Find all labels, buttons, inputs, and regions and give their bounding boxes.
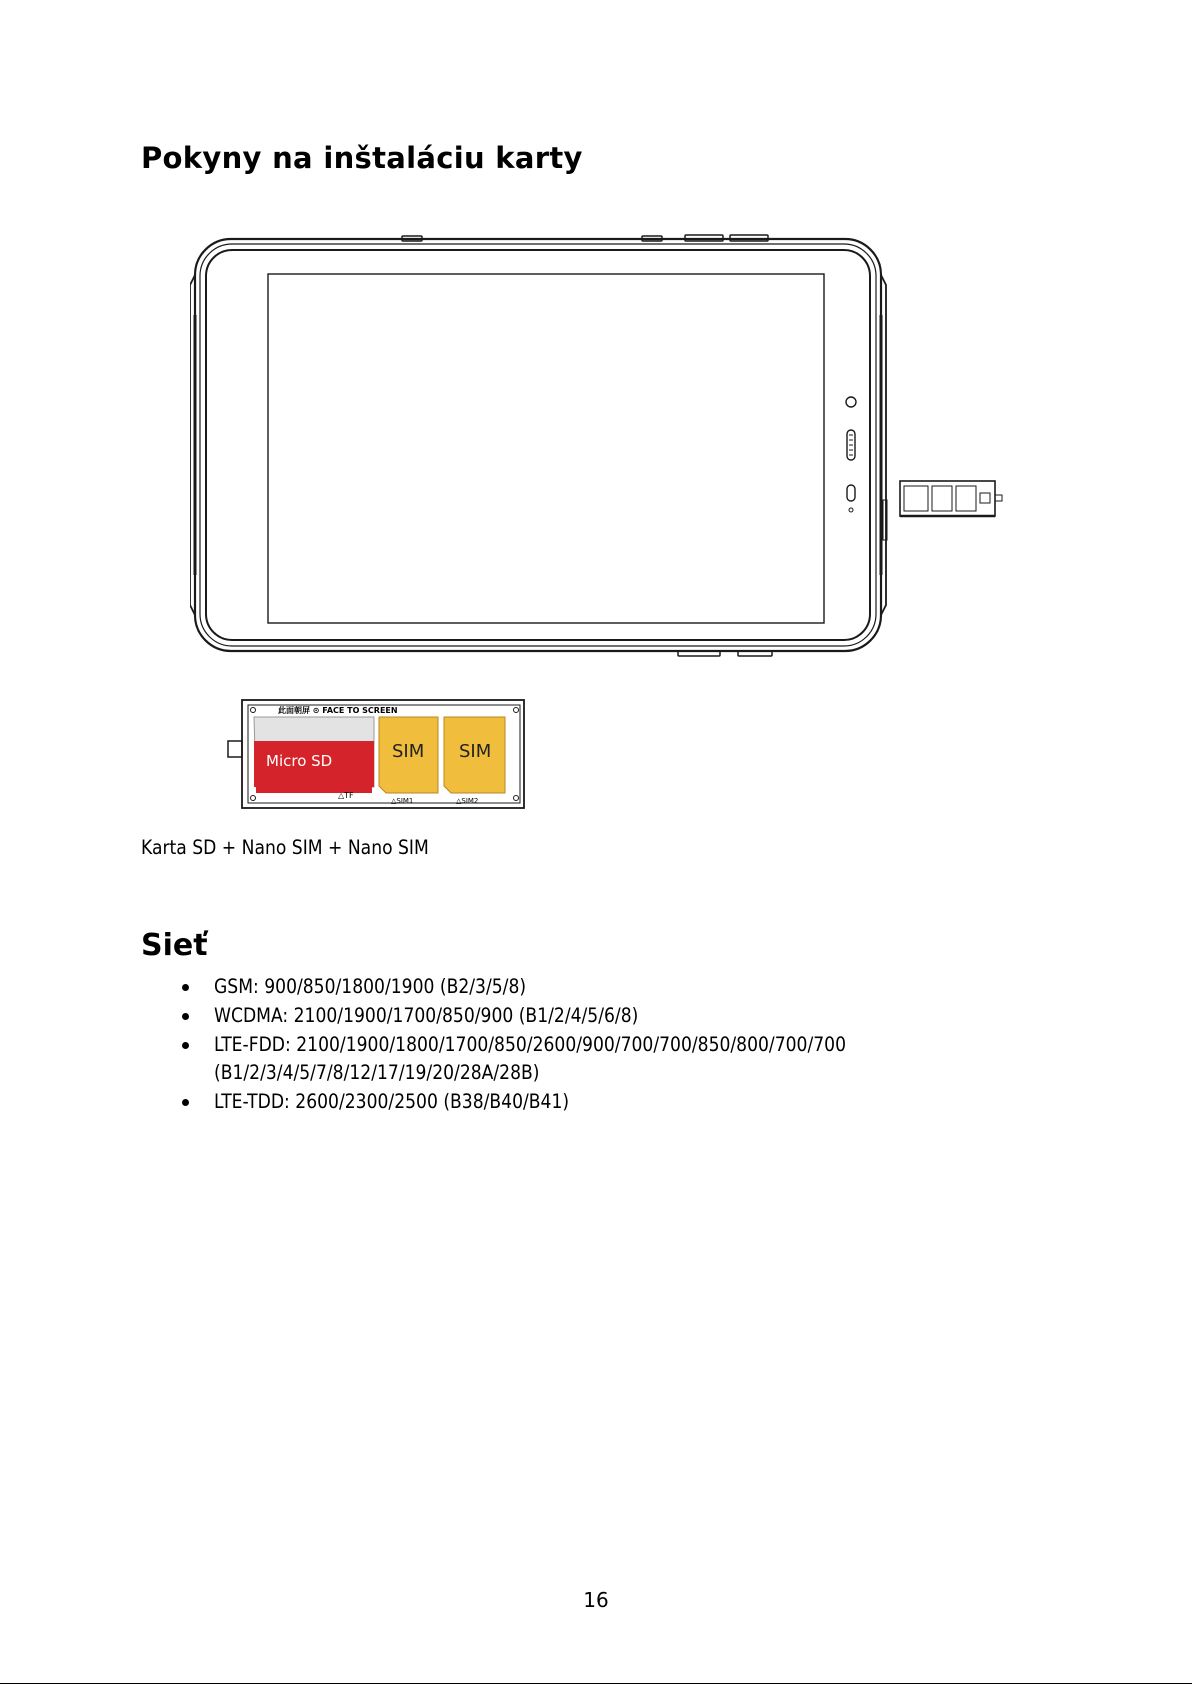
sim-card-2 bbox=[444, 717, 505, 793]
card-combination-caption: Karta SD + Nano SIM + Nano SIM bbox=[141, 836, 429, 859]
bullet-icon bbox=[182, 1042, 189, 1049]
sensor-icon bbox=[847, 485, 855, 501]
tray-face-label: 此面朝屏 ⊙ FACE TO SCREEN bbox=[278, 706, 398, 715]
bullet-icon bbox=[182, 1013, 189, 1020]
tablet-illustration bbox=[190, 225, 1020, 660]
tf-mark: △TF bbox=[338, 791, 354, 800]
footer-rule bbox=[0, 1683, 1192, 1684]
section-title-card-install: Pokyny na inštaláciu karty bbox=[141, 141, 583, 175]
sim-card-1 bbox=[379, 717, 438, 793]
mini-card-tray bbox=[900, 481, 1002, 516]
tablet-body bbox=[195, 239, 881, 651]
camera-icon bbox=[846, 397, 856, 407]
sim-tray-illustration bbox=[226, 695, 536, 815]
slot-label-micro-sd: Micro SD bbox=[266, 752, 333, 770]
tablet-screen bbox=[268, 274, 824, 623]
mic-icon bbox=[849, 508, 853, 512]
slot-label-sim-2: SIM bbox=[459, 741, 492, 762]
section-title-network: Sieť bbox=[141, 928, 208, 963]
sim2-mark: △SIM2 bbox=[456, 797, 479, 805]
slot-label-sim-1: SIM bbox=[392, 741, 425, 762]
sim1-mark: △SIM1 bbox=[391, 797, 414, 805]
bullet-icon bbox=[182, 1099, 189, 1106]
page-number: 16 bbox=[583, 1588, 609, 1612]
bullet-icon bbox=[182, 984, 189, 991]
micro-sd-card bbox=[254, 717, 374, 793]
